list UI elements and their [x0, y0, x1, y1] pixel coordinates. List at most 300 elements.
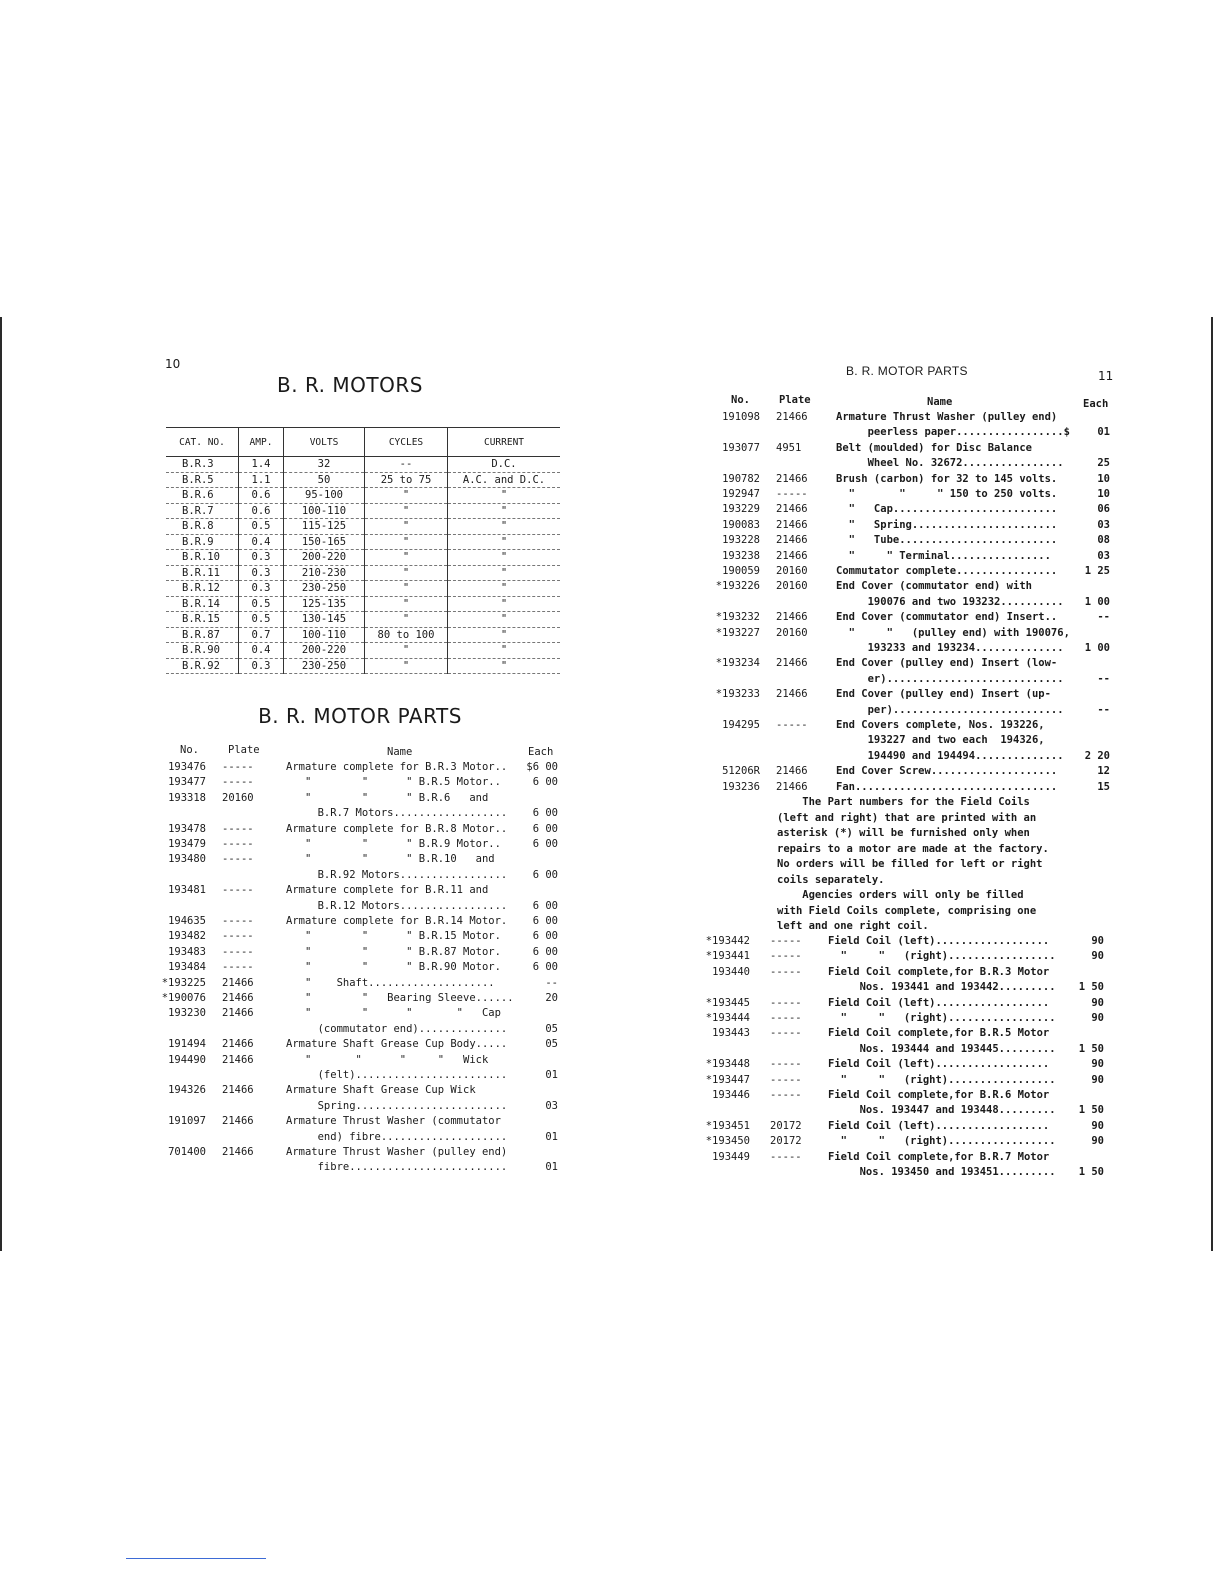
part-row: [712, 672, 1110, 687]
part-row: [158, 1130, 558, 1145]
part-price: 90: [1091, 1073, 1104, 1086]
part-price: 2 20: [1084, 749, 1110, 762]
part-name: Field Coil (left)..................: [828, 996, 1050, 1009]
part-plate: -----: [222, 822, 254, 835]
part-row: [700, 980, 1104, 995]
part-plate: 20172: [770, 1119, 802, 1132]
part-plate: 20160: [776, 580, 808, 593]
part-name: (commutator end)..............: [286, 1022, 508, 1035]
agencies-note: [777, 888, 1036, 935]
part-name: " " " B.R.15 Motor.: [286, 930, 501, 943]
right-page-number: 11: [1098, 369, 1114, 383]
part-plate: 21466: [776, 611, 808, 624]
part-price: 01: [545, 1069, 558, 1081]
motor-row: [166, 596, 560, 612]
note-line: Agencies orders will only be filled: [777, 889, 1024, 901]
motor-cell: 150-165: [284, 534, 365, 550]
part-name: " " " 150 to 250 volts.: [836, 488, 1058, 500]
part-number: 193228: [722, 534, 760, 547]
part-row: [158, 1083, 558, 1098]
motor-cell: D.C.: [448, 457, 561, 473]
part-plate: -----: [222, 776, 254, 789]
part-number: 193229: [722, 503, 760, 516]
motor-row: [166, 550, 560, 566]
motor-cell: B.R.6: [166, 488, 239, 504]
right-col-no: No.: [731, 394, 750, 406]
part-price: 06: [1097, 503, 1110, 516]
motor-cell: ": [365, 565, 448, 581]
motor-cell: 0.7: [239, 627, 284, 643]
part-number: *193227: [715, 626, 760, 639]
part-name: peerless paper.................$: [836, 426, 1070, 439]
part-row: [712, 410, 1110, 425]
part-number: 193483: [168, 945, 206, 958]
part-plate: -----: [222, 761, 254, 773]
part-number: 51206R: [722, 765, 760, 778]
part-number: 193482: [168, 930, 206, 943]
col-current: CURRENT: [448, 428, 561, 457]
part-name: " " " B.R.87 Motor.: [286, 945, 501, 958]
part-plate: -----: [222, 945, 254, 958]
part-number: *193225: [161, 976, 206, 989]
motor-cell: 230-250: [284, 581, 365, 597]
part-number: *193442: [705, 935, 750, 947]
motor-cell: 25 to 75: [365, 472, 448, 488]
part-price: 6 00: [532, 961, 558, 974]
part-price: 6 00: [532, 807, 558, 820]
part-name: Field Coil complete,for B.R.3 Motor: [828, 965, 1050, 978]
motor-cell: B.R.92: [166, 658, 239, 674]
motor-cell: B.R.87: [166, 627, 239, 643]
part-number: 190059: [722, 565, 760, 577]
part-price: 90: [1091, 935, 1104, 947]
part-plate: 20160: [222, 791, 254, 804]
part-price: 05: [545, 1038, 558, 1051]
part-plate: 21466: [222, 1053, 254, 1066]
part-price: --: [545, 976, 558, 989]
motor-cell: 1.1: [239, 472, 284, 488]
part-price: 1 00: [1084, 642, 1110, 654]
motor-cell: ": [448, 643, 561, 659]
part-row: [158, 868, 558, 883]
part-row: [712, 487, 1110, 502]
part-plate: 21466: [776, 780, 808, 793]
motor-row: [166, 581, 560, 597]
motor-cell: B.R.3: [166, 457, 239, 473]
part-price: 6 00: [532, 930, 558, 943]
part-name: " " " B.R.5 Motor..: [286, 776, 501, 789]
motor-cell: 100-110: [284, 627, 365, 643]
part-row: [700, 1026, 1104, 1041]
motor-cell: ": [448, 534, 561, 550]
part-number: *193234: [715, 657, 760, 670]
part-row: [712, 472, 1110, 487]
motor-cell: B.R.5: [166, 472, 239, 488]
part-number: 193446: [712, 1089, 750, 1101]
part-name: Field Coil complete,for B.R.5 Motor: [828, 1027, 1050, 1040]
part-row: [700, 1073, 1104, 1088]
col-amp: AMP.: [239, 428, 284, 457]
part-row: [158, 929, 558, 944]
right-col-name: Name: [927, 396, 953, 408]
part-number: 193480: [168, 853, 206, 866]
part-number: *193232: [715, 611, 760, 624]
motor-cell: ": [365, 534, 448, 550]
part-number: 193443: [712, 1027, 750, 1040]
part-plate: 21466: [222, 1146, 254, 1158]
part-plate: -----: [770, 1150, 802, 1163]
part-name: Brush (carbon) for 32 to 145 volts.: [836, 472, 1058, 485]
part-row: [712, 656, 1110, 671]
part-price: 1 00: [1084, 595, 1110, 608]
part-number: 191097: [168, 1115, 206, 1128]
part-price: 08: [1097, 534, 1110, 547]
part-row: [712, 764, 1110, 779]
motor-cell: 0.5: [239, 612, 284, 628]
part-number: 193318: [168, 791, 206, 804]
part-name: Armature Shaft Grease Cup Body.....: [286, 1038, 508, 1051]
part-name: 193227 and two each 194326,: [836, 734, 1045, 747]
part-row: [158, 883, 558, 898]
part-row: [712, 502, 1110, 517]
part-number: *193447: [705, 1073, 750, 1086]
part-price: $6 00: [526, 761, 558, 773]
motor-cell: A.C. and D.C.: [448, 472, 561, 488]
part-number: 193476: [168, 761, 206, 773]
part-name: Commutator complete................: [836, 565, 1058, 577]
motor-cell: 1.4: [239, 457, 284, 473]
part-price: 90: [1091, 1058, 1104, 1071]
motor-row: [166, 534, 560, 550]
part-price: --: [1097, 672, 1110, 685]
motor-cell: 200-220: [284, 643, 365, 659]
motor-cell: B.R.90: [166, 643, 239, 659]
part-row: [712, 626, 1110, 641]
motor-row: [166, 503, 560, 519]
part-price: 6 00: [532, 945, 558, 958]
part-name: Armature complete for B.R.14 Motor.: [286, 915, 508, 927]
part-row: [712, 533, 1110, 548]
part-row: [158, 976, 558, 991]
right-col-each: Each: [1083, 398, 1109, 410]
motor-cell: B.R.8: [166, 519, 239, 535]
field-coils-note: [777, 795, 1049, 888]
part-plate: -----: [222, 961, 254, 974]
part-price: 1 50: [1078, 1166, 1104, 1178]
part-plate: -----: [222, 853, 254, 866]
motor-row: [166, 565, 560, 581]
part-price: --: [1097, 703, 1110, 716]
motor-cell: 0.3: [239, 550, 284, 566]
part-number: 193479: [168, 838, 206, 850]
motor-cell: ": [448, 503, 561, 519]
part-plate: -----: [770, 1073, 802, 1086]
part-number: 193236: [722, 780, 760, 793]
part-number: 194490: [168, 1053, 206, 1066]
motor-cell: ": [448, 488, 561, 504]
part-plate: 21466: [222, 1038, 254, 1051]
part-row: [712, 749, 1110, 764]
part-row: [700, 1103, 1104, 1118]
part-name: Field Coil (left)..................: [828, 935, 1050, 947]
part-row: [700, 1057, 1104, 1072]
part-name: Wheel No. 32672................: [836, 457, 1064, 470]
part-name: End Cover (pulley end) Insert (up-: [836, 688, 1051, 701]
part-row: [158, 1145, 558, 1160]
footer-rule: [126, 1558, 266, 1559]
part-row: [712, 518, 1110, 533]
part-price: 90: [1091, 1119, 1104, 1132]
part-price: 6 00: [532, 868, 558, 881]
motor-row: [166, 643, 560, 659]
col-cat-no: CAT. NO.: [166, 428, 239, 457]
motor-cell: ": [448, 612, 561, 628]
part-name: Armature Shaft Grease Cup Wick: [286, 1084, 476, 1097]
motor-cell: ": [448, 565, 561, 581]
part-row: [158, 899, 558, 914]
part-row: [158, 914, 558, 929]
part-price: 12: [1097, 765, 1110, 778]
part-plate: 21466: [222, 1007, 254, 1020]
part-name: " " (right).................: [828, 1012, 1056, 1024]
part-row: [158, 1037, 558, 1052]
part-name: Field Coil complete,for B.R.7 Motor: [828, 1150, 1050, 1163]
part-name: " " (right).................: [828, 1135, 1056, 1148]
part-number: *193226: [715, 580, 760, 593]
note-line: coils separately.: [777, 873, 885, 886]
part-row: [712, 610, 1110, 625]
part-number: 193230: [168, 1007, 206, 1020]
part-plate: 21466: [776, 411, 808, 423]
part-number: 191098: [722, 411, 760, 423]
motor-row: [166, 488, 560, 504]
part-row: [700, 1150, 1104, 1165]
part-number: 193449: [712, 1150, 750, 1163]
part-row: [712, 456, 1110, 471]
motors-table: [166, 427, 560, 674]
motor-row: [166, 519, 560, 535]
motor-cell: 95-100: [284, 488, 365, 504]
note-line: (left and right) that are printed with an: [777, 811, 1037, 824]
part-row: [158, 1099, 558, 1114]
motor-cell: ": [448, 596, 561, 612]
motor-cell: 0.4: [239, 534, 284, 550]
motor-cell: 0.6: [239, 488, 284, 504]
motor-cell: ": [448, 627, 561, 643]
motor-row: [166, 627, 560, 643]
part-row: [158, 1006, 558, 1021]
part-number: *190076: [161, 992, 206, 1004]
note-line: repairs to a motor are made at the factory.: [777, 842, 1049, 855]
motor-cell: B.R.10: [166, 550, 239, 566]
motor-cell: 130-145: [284, 612, 365, 628]
motor-cell: 0.3: [239, 581, 284, 597]
part-name: " Tube.........................: [836, 534, 1058, 547]
part-row: [712, 579, 1110, 594]
part-row: [700, 1088, 1104, 1103]
part-price: 25: [1097, 457, 1110, 470]
part-name: Armature Thrust Washer (pulley end): [836, 411, 1058, 423]
part-row: [158, 1022, 558, 1037]
part-row: [712, 441, 1110, 456]
part-number: 193440: [712, 965, 750, 978]
part-price: 90: [1091, 1012, 1104, 1024]
motor-cell: 210-230: [284, 565, 365, 581]
part-price: 1 25: [1084, 565, 1110, 577]
part-price: 10: [1097, 472, 1110, 485]
part-row: [700, 1042, 1104, 1057]
part-name: End Cover (commutator end) Insert..: [836, 611, 1058, 624]
col-volts: VOLTS: [284, 428, 365, 457]
part-price: 03: [1097, 549, 1110, 562]
part-price: 6 00: [532, 822, 558, 835]
part-number: *193448: [705, 1058, 750, 1071]
part-plate: 21466: [776, 518, 808, 531]
part-name: (felt)........................: [286, 1069, 508, 1081]
part-plate: -----: [770, 1012, 802, 1024]
part-row: [700, 934, 1104, 949]
part-row: [158, 945, 558, 960]
motor-cell: 0.4: [239, 643, 284, 659]
motor-cell: B.R.15: [166, 612, 239, 628]
motor-cell: B.R.12: [166, 581, 239, 597]
part-price: 90: [1091, 1135, 1104, 1148]
part-name: Belt (moulded) for Disc Balance: [836, 441, 1032, 454]
part-name: " " " B.R.10 and: [286, 853, 495, 866]
part-plate: -----: [770, 1089, 802, 1101]
part-row: [712, 733, 1110, 748]
part-name: Armature complete for B.R.3 Motor..: [286, 761, 508, 773]
part-plate: -----: [776, 488, 808, 500]
part-row: [700, 1011, 1104, 1026]
part-name: " " " B.R.9 Motor..: [286, 838, 501, 850]
part-name: End Cover (pulley end) Insert (low-: [836, 657, 1058, 670]
part-plate: 20160: [776, 626, 808, 639]
part-price: 01: [545, 1161, 558, 1174]
motor-cell: 50: [284, 472, 365, 488]
left-page-number: 10: [165, 357, 181, 371]
part-number: *193451: [705, 1119, 750, 1132]
motors-title: B. R. MOTORS: [277, 373, 423, 397]
motor-cell: ": [448, 519, 561, 535]
part-row: [712, 564, 1110, 579]
part-price: 6 00: [532, 838, 558, 850]
left-col-name: Name: [387, 746, 413, 758]
part-plate: 21466: [222, 1115, 254, 1128]
part-number: 194635: [168, 915, 206, 927]
part-row: [158, 775, 558, 790]
part-row: [158, 1160, 558, 1175]
part-plate: -----: [222, 915, 254, 927]
part-row: [700, 996, 1104, 1011]
part-price: 90: [1091, 950, 1104, 963]
part-row: [158, 791, 558, 806]
part-plate: -----: [770, 996, 802, 1009]
part-row: [712, 641, 1110, 656]
motors-table-header: [166, 428, 560, 457]
motor-cell: ": [365, 488, 448, 504]
part-name: " " Bearing Sleeve......: [286, 992, 514, 1004]
part-price: --: [1097, 611, 1110, 624]
part-number: *193441: [705, 950, 750, 963]
motor-cell: ": [448, 550, 561, 566]
motor-cell: ": [448, 581, 561, 597]
motor-cell: ": [365, 658, 448, 674]
note-line: asterisk (*) will be furnished only when: [777, 827, 1030, 839]
part-plate: 21466: [776, 534, 808, 547]
note-line: The Part numbers for the Field Coils: [777, 796, 1030, 808]
part-name: " " " B.R.90 Motor.: [286, 961, 501, 974]
parts-title: B. R. MOTOR PARTS: [258, 704, 462, 728]
motors-table-body: [166, 457, 560, 674]
part-price: 1 50: [1078, 981, 1104, 994]
part-row: [712, 703, 1110, 718]
part-name: 193233 and 193234..............: [836, 642, 1064, 654]
part-plate: -----: [776, 719, 808, 731]
part-plate: 21466: [776, 688, 808, 701]
part-name: Armature Thrust Washer (pulley end): [286, 1146, 508, 1158]
part-row: [158, 760, 558, 775]
part-row: [158, 822, 558, 837]
part-row: [158, 991, 558, 1006]
motor-cell: ": [365, 596, 448, 612]
part-plate: -----: [770, 1027, 802, 1040]
part-plate: 21466: [776, 549, 808, 562]
part-name: fibre.........................: [286, 1161, 508, 1174]
part-number: 194295: [722, 719, 760, 731]
note-line: No orders will be filled for left or right: [777, 858, 1043, 870]
part-name: 190076 and two 193232..........: [836, 595, 1064, 608]
motor-cell: 0.3: [239, 658, 284, 674]
part-name: End Cover Screw....................: [836, 765, 1058, 778]
part-plate: -----: [222, 838, 254, 850]
part-name: Spring........................: [286, 1099, 508, 1112]
motor-cell: 0.5: [239, 596, 284, 612]
part-name: Field Coil complete,for B.R.6 Motor: [828, 1089, 1050, 1101]
part-name: Field Coil (left)..................: [828, 1119, 1050, 1132]
part-price: 03: [1097, 518, 1110, 531]
part-plate: 21466: [776, 765, 808, 778]
part-number: 191494: [168, 1038, 206, 1051]
part-price: 05: [545, 1022, 558, 1035]
part-plate: -----: [770, 935, 802, 947]
note-line: left and one right coil.: [777, 920, 929, 932]
part-name: " " (right).................: [828, 950, 1056, 963]
part-number: 193481: [168, 884, 206, 897]
part-number: 193478: [168, 822, 206, 835]
part-price: 90: [1091, 996, 1104, 1009]
motor-cell: ": [448, 658, 561, 674]
part-number: 192947: [722, 488, 760, 500]
part-price: 1 50: [1078, 1042, 1104, 1055]
part-number: 193477: [168, 776, 206, 789]
motor-cell: 80 to 100: [365, 627, 448, 643]
part-row: [712, 595, 1110, 610]
part-name: " " " B.R.6 and: [286, 791, 489, 804]
part-plate: 21466: [222, 992, 254, 1004]
part-price: 6 00: [532, 899, 558, 912]
motor-row: [166, 472, 560, 488]
motor-cell: 100-110: [284, 503, 365, 519]
part-row: [158, 1068, 558, 1083]
part-row: [158, 1053, 558, 1068]
part-number: 193484: [168, 961, 206, 974]
motor-row: [166, 612, 560, 628]
part-row: [712, 425, 1110, 440]
motor-cell: 230-250: [284, 658, 365, 674]
motor-row: [166, 658, 560, 674]
part-row: [712, 549, 1110, 564]
